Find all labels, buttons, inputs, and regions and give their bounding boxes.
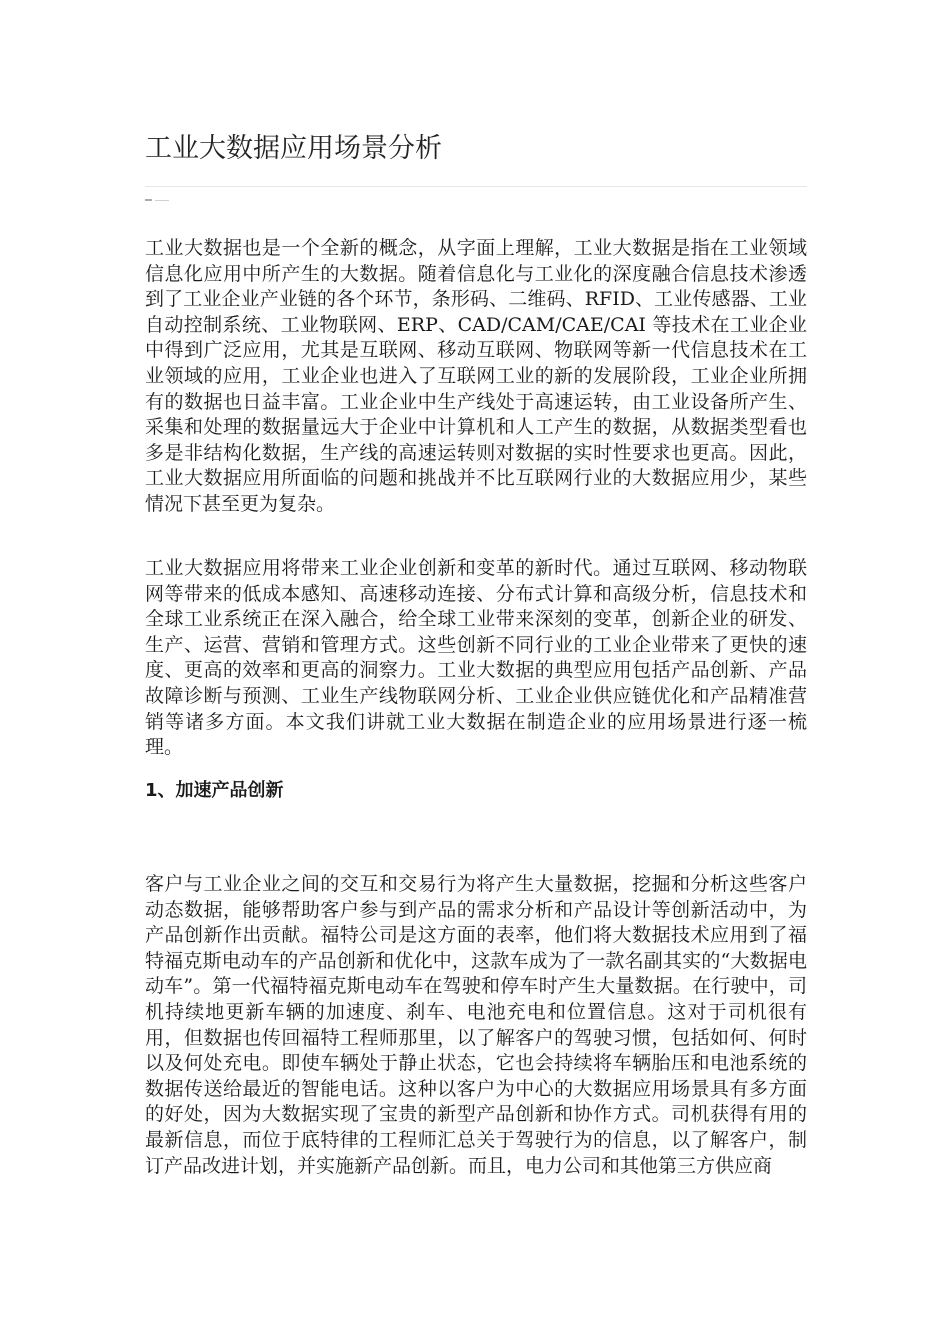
meta-mark bbox=[155, 200, 169, 201]
title-divider bbox=[145, 186, 807, 187]
paragraph-overview: 工业大数据应用将带来工业企业创新和变革的新时代。通过互联网、移动物联网等带来的低成本感知、高速移动连接、分布式计算和高级分析，信息技术和全球工业系统正在深入融合，给全球工业带来深刻的变革，创新企业的研发、生产、运营、营销和管理方式。这些创新不同行业的工业企业带来了更快的速度、更高的效率和更高的洞察力。工业大数据的典型应用包括产品创新、产品故障诊断与预测、工业生产线物联网分析、工业企业供应链优化和产品精准营销等诸多方面。本文我们讲就工业大数据在制造企业的应用场景进行逐一梳理。 bbox=[145, 557, 807, 759]
meta-marks bbox=[145, 198, 169, 202]
page-title: 工业大数据应用场景分析 bbox=[145, 133, 442, 164]
meta-mark bbox=[145, 199, 152, 201]
paragraph-section-1: 客户与工业企业之间的交互和交易行为将产生大量数据，挖掘和分析这些客户动态数据，能够帮助客户参与到产品的需求分析和产品设计等创新活动中，为产品创新作出贡献。福特公司是这方面的表率，他们将大数据技术应用到了福特福克斯电动车的产品创新和优化中，这款车成为了一款名副其实的“大数据电动车”。第一代福特福克斯电动车在驾驶和停车时产生大量数据。在行驶中，司机持续地更新车辆的加速度、刹车、电池充电和位置信息。这对于司机很有用，但数据也传回福特工程师那里，以了解客户的驾驶习惯，包括如何、何时以及何处充电。即使车辆处于静止状态，它也会持续将车辆胎压和电池系统的数据传送给最近的智能电话。这种以客户为中心的大数据应用场景具有多方面的好处，因为大数据实现了宝贵的新型产品创新和协作方式。司机获得有用的最新信息，而位于底特律的工程师汇总关于驾驶行为的信息，以了解客户，制订产品改进计划，并实施新产品创新。而且，电力公司和其他第三方供应商 bbox=[145, 873, 807, 1177]
paragraph-intro: 工业大数据也是一个全新的概念，从字面上理解，工业大数据是指在工业领域信息化应用中所产生的大数据。随着信息化与工业化的深度融合信息技术渗透到了工业企业产业链的各个环节，条形码、二维码、RFID、工业传感器、工业自动控制系统、工业物联网、ERP、CAD/CAM/CAE/CAI 等技术在工业企业中得到广泛应用，尤其是互联网、移动互联网、物联网等新一代信息技术在工业领域的应用，工业企业也进入了互联网工业的新的发展阶段，工业企业所拥有的数据也日益丰富。工业企业中生产线处于高速运转，由工业设备所产生、采集和处理的数据量远大于企业中计算机和人工产生的数据，从数据类型看也多是非结构化数据，生产线的高速运转则对数据的实时性要求也更高。因此，工业大数据应用所面临的问题和挑战并不比互联网行业的大数据应用少，某些情况下甚至更为复杂。 bbox=[145, 237, 807, 515]
section-heading: 1、加速产品创新 bbox=[145, 780, 284, 801]
